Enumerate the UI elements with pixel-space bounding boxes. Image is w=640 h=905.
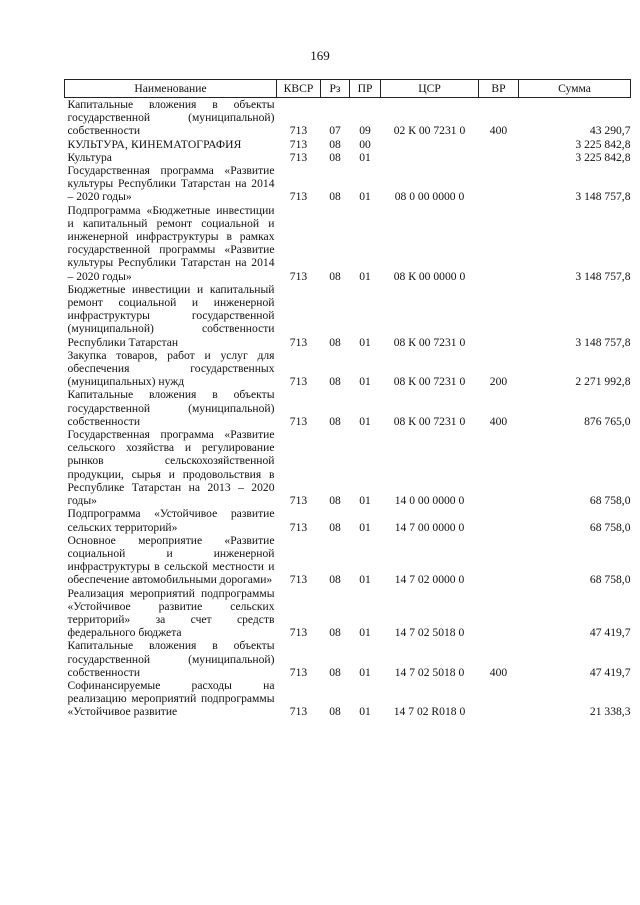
row-csr: 02 К 00 7231 0 — [393, 124, 466, 138]
row-rz: 08 — [329, 573, 341, 587]
table-row — [65, 639, 631, 679]
page-number: 169 — [310, 48, 330, 63]
row-csr — [381, 151, 479, 164]
row-kvsr: 713 — [289, 124, 308, 138]
header-pr: ПР — [350, 80, 381, 98]
row-vr — [479, 138, 519, 151]
table-row — [65, 138, 631, 151]
row-kvsr: 713 — [289, 269, 308, 283]
row-sum: 68 758,0 — [589, 494, 631, 508]
row-csr: 08 0 00 0000 0 — [394, 190, 465, 204]
row-rz: 08 — [329, 414, 341, 428]
row-name: Государственная программа «Развитие культуры Республики Татарстан на 2014 – 2020 годы» — [67, 164, 275, 204]
row-rz: 07 — [329, 124, 341, 138]
row-kvsr: 713 — [289, 573, 308, 587]
row-name: Реализация мероприятий подпрограммы «Устойчивое развитие сельских территорий» за счет средств федерального бюджета — [67, 586, 275, 640]
table-row — [65, 164, 631, 204]
row-csr: 14 7 02 5018 0 — [394, 626, 465, 640]
row-pr: 01 — [359, 494, 371, 508]
row-pr: 01 — [359, 414, 371, 428]
row-pr: 01 — [359, 665, 371, 679]
row-csr: 14 0 00 0000 0 — [394, 494, 465, 508]
row-kvsr: 713 — [289, 665, 308, 679]
row-vr — [479, 587, 519, 640]
row-csr: 08 К 00 7231 0 — [393, 335, 466, 349]
table-row — [65, 388, 631, 428]
row-name: Бюджетные инвестиции и капитальный ремонт социальной и инженерной инфраструктуры государственной (муниципальной) собственности Республики Татарстан — [67, 282, 275, 349]
row-name: Основное мероприятие «Развитие социальной и инженерной инфраструктуры в сельской местности и обеспечение автомобильными дорогами» — [67, 533, 275, 587]
row-name: КУЛЬТУРА, КИНЕМАТОГРАФИЯ — [67, 137, 242, 151]
row-kvsr: 713 — [289, 494, 308, 508]
header-csr: ЦСР — [381, 80, 479, 98]
row-vr: 200 — [489, 375, 508, 389]
row-rz: 08 — [329, 150, 341, 164]
table-row — [65, 151, 631, 164]
row-kvsr: 713 — [289, 375, 308, 389]
row-kvsr: 713 — [289, 190, 308, 204]
row-pr: 01 — [359, 190, 371, 204]
row-kvsr: 713 — [289, 414, 308, 428]
row-csr: 08 К 00 7231 0 — [393, 414, 466, 428]
row-csr: 14 7 02 5018 0 — [394, 665, 465, 679]
row-name: Государственная программа «Развитие сельского хозяйства и регулирование рынков сельскохозяйственной продукции, сырья и продовольствия в Республике Татарстан на 2013 – 2020 годы» — [67, 428, 275, 508]
row-sum: 68 758,0 — [589, 573, 631, 587]
table-body — [65, 98, 631, 719]
table-row — [65, 679, 631, 719]
table-header — [65, 80, 631, 98]
row-pr: 01 — [359, 520, 371, 534]
row-csr: 08 К 00 0000 0 — [393, 269, 466, 283]
row-name: Капитальные вложения в объекты государственной (муниципальной) собственности — [67, 388, 275, 428]
row-pr: 01 — [359, 375, 371, 389]
row-vr — [479, 679, 519, 719]
row-rz: 08 — [329, 494, 341, 508]
row-sum: 3 148 757,8 — [575, 335, 631, 349]
row-rz: 08 — [329, 335, 341, 349]
row-pr: 01 — [359, 269, 371, 283]
row-rz: 08 — [329, 375, 341, 389]
row-rz: 08 — [329, 665, 341, 679]
row-sum: 3 148 757,8 — [575, 269, 631, 283]
row-name: Софинансируемые расходы на реализацию мероприятий подпрограммы «Устойчивое развитие — [67, 678, 275, 719]
row-rz: 08 — [329, 705, 341, 719]
row-vr — [479, 507, 519, 533]
row-csr — [381, 138, 479, 151]
row-sum: 43 290,7 — [589, 124, 631, 138]
row-vr — [479, 151, 519, 164]
table-row — [65, 587, 631, 640]
table-row — [65, 98, 631, 138]
row-pr: 01 — [359, 573, 371, 587]
row-kvsr: 713 — [289, 705, 308, 719]
header-vr: ВР — [479, 80, 519, 98]
row-pr: 09 — [359, 124, 371, 138]
row-sum: 3 225 842,8 — [575, 137, 631, 151]
row-pr: 00 — [359, 137, 371, 151]
row-sum: 3 225 842,8 — [575, 150, 631, 164]
row-name: Капитальные вложения в объекты государственной (муниципальной) собственности — [67, 639, 275, 679]
row-rz: 08 — [329, 190, 341, 204]
row-sum: 47 419,7 — [589, 665, 631, 679]
table-row — [65, 428, 631, 507]
row-vr — [479, 204, 519, 283]
table-row — [65, 507, 631, 533]
row-pr: 01 — [359, 150, 371, 164]
header-rz: Рз — [321, 80, 350, 98]
row-vr: 400 — [489, 414, 508, 428]
row-name: Подпрограмма «Бюджетные инвестиции и капитальный ремонт социальной и инженерной инфраструктуры в рамках государственной программы «Развитие культуры Республики Татарстан на 2014 – 2020 годы» — [67, 203, 275, 283]
row-rz: 08 — [329, 137, 341, 151]
header-name: Наименование — [65, 80, 277, 98]
row-sum: 876 765,0 — [584, 414, 631, 428]
row-rz: 08 — [329, 269, 341, 283]
row-vr: 400 — [489, 124, 508, 138]
table-row — [65, 204, 631, 283]
row-name: Капитальные вложения в объекты государственной (муниципальной) собственности — [67, 98, 275, 138]
header-kvsr: КВСР — [277, 80, 321, 98]
table-row — [65, 534, 631, 587]
row-sum: 2 271 992,8 — [575, 375, 631, 389]
row-vr — [479, 534, 519, 587]
row-kvsr: 713 — [289, 137, 308, 151]
row-csr: 14 7 00 0000 0 — [394, 520, 465, 534]
row-csr: 14 7 02 0000 0 — [394, 573, 465, 587]
row-vr: 400 — [489, 665, 508, 679]
row-sum: 21 338,3 — [589, 705, 631, 719]
budget-table — [64, 79, 631, 719]
row-kvsr: 713 — [289, 335, 308, 349]
row-kvsr: 713 — [289, 520, 308, 534]
row-csr: 08 К 00 7231 0 — [393, 375, 466, 389]
row-name: Закупка товаров, работ и услуг для обеспечения государственных (муниципальных) нужд — [67, 348, 275, 389]
row-rz: 08 — [329, 520, 341, 534]
row-kvsr: 713 — [289, 150, 308, 164]
row-name: Подпрограмма «Устойчивое развитие сельских территорий» — [67, 507, 275, 534]
table-row — [65, 349, 631, 389]
row-vr — [479, 428, 519, 507]
row-sum: 68 758,0 — [589, 520, 631, 534]
row-vr — [479, 164, 519, 204]
row-vr — [479, 283, 519, 349]
row-name: Культура — [67, 150, 112, 164]
table-row — [65, 283, 631, 349]
row-pr: 01 — [359, 626, 371, 640]
row-pr: 01 — [359, 705, 371, 719]
header-row — [65, 80, 631, 98]
row-csr: 14 7 02 R018 0 — [393, 705, 466, 719]
header-sum: Сумма — [519, 80, 631, 98]
row-sum: 3 148 757,8 — [575, 190, 631, 204]
row-sum: 47 419,7 — [589, 626, 631, 640]
row-rz: 08 — [329, 626, 341, 640]
row-kvsr: 713 — [289, 626, 308, 640]
row-pr: 01 — [359, 335, 371, 349]
